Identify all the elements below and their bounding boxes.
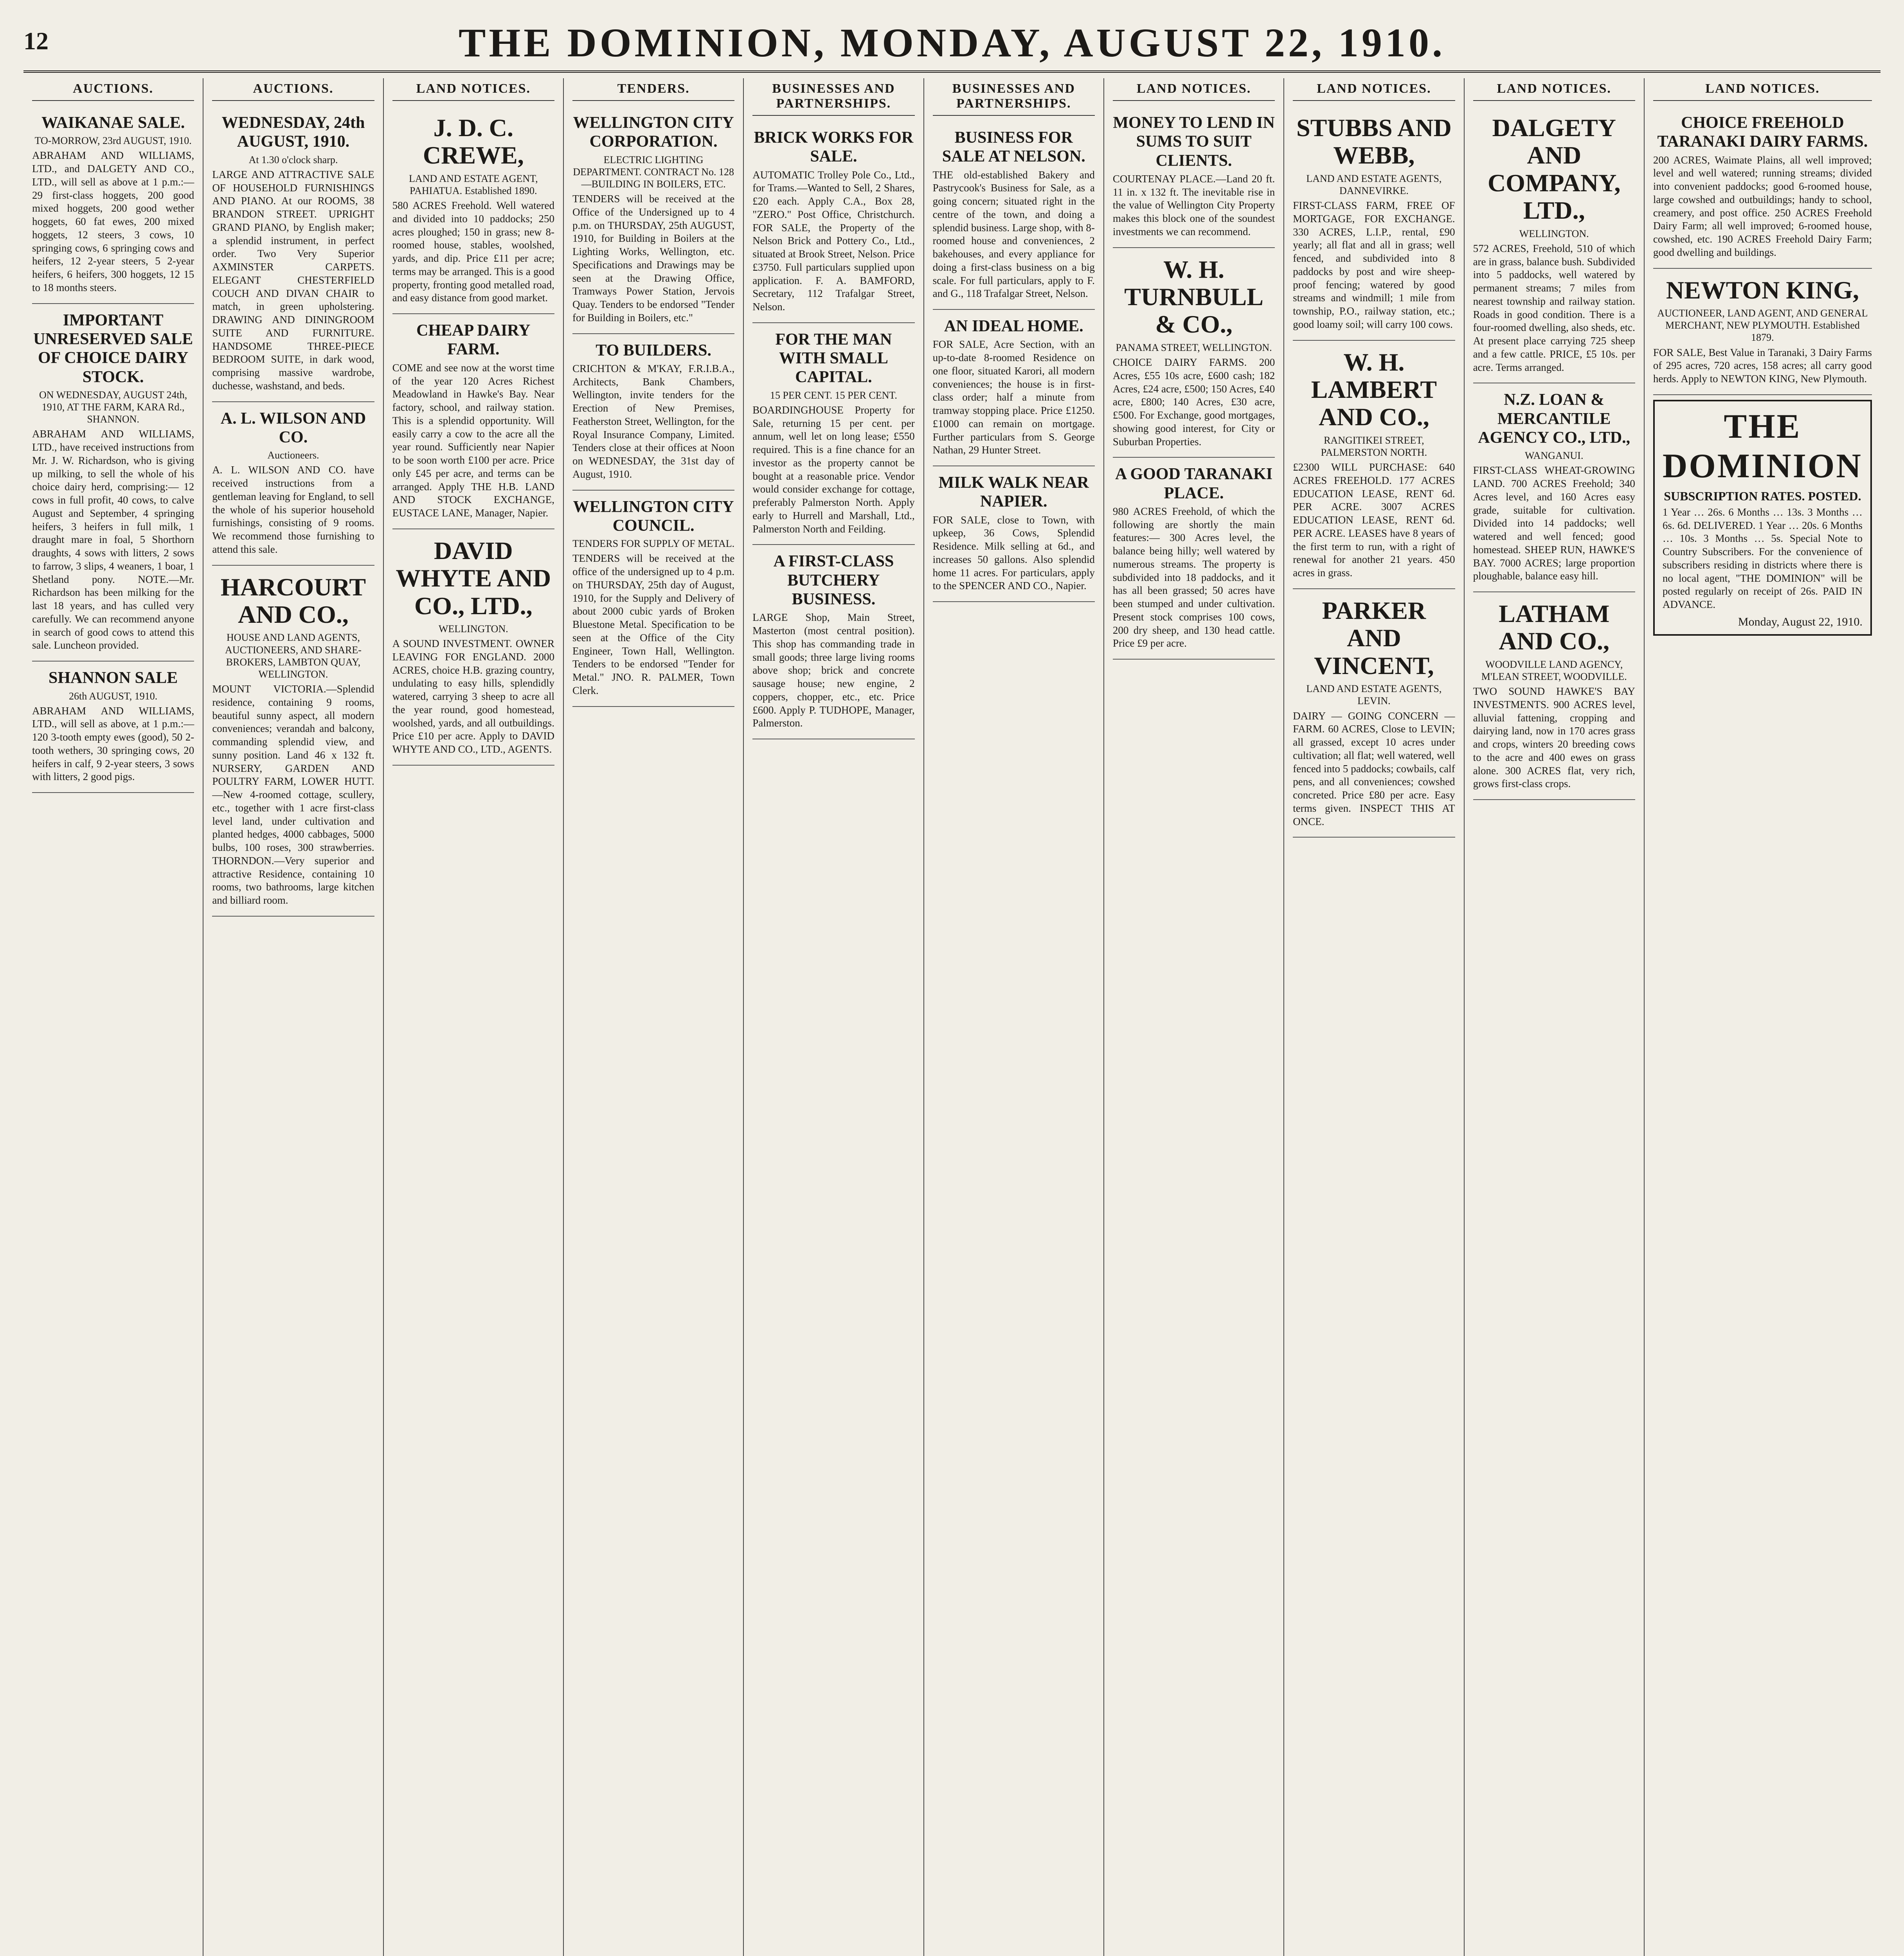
advertisement	[1293, 106, 1455, 341]
ad-body: A SOUND INVESTMENT. OWNER LEAVING FOR ENGLAND. 2000 ACRES, choice H.B. grazing country, undulating to easy hills, splendidly watered, carrying 3 sheep to acre all the year round, good homestead, woolshed, yards, and all outbuildings. Price £10 per acre. Apply to DAVID WHYTE AND CO., LTD., AGENTS.	[392, 638, 554, 755]
ad-body: FIRST-CLASS FARM, FREE OF MORTGAGE, FOR EXCHANGE. 330 ACRES, L.I.P., rental, £90 yearly; all flat and all in grass; well fenced, and subdivided into 8 paddocks by post and wire sheep-proof fencing; watered by good streams and windmill; 1 mile from township, P.O., railway station, etc.; good loamy soil; will carry 100 cows.	[1293, 200, 1455, 330]
advertisement	[1653, 106, 1872, 269]
ad-heading: N.Z. LOAN & MERCANTILE AGENCY CO., LTD.,	[1478, 391, 1630, 447]
ad-subheading: At 1.30 o'clock sharp.	[248, 154, 338, 165]
column-heading: BUSINESSES AND PARTNERSHIPS.	[933, 78, 1095, 116]
ad-subheading: HOUSE AND LAND AGENTS, AUCTIONEERS, AND SHARE-BROKERS, LAMBTON QUAY, WELLINGTON.	[225, 632, 362, 680]
ad-subheading: ON WEDNESDAY, AUGUST 24th, 1910, AT THE FARM, KARA Rd., SHANNON.	[39, 389, 187, 425]
ad-heading: FOR THE MAN WITH SMALL CAPITAL.	[775, 330, 892, 387]
ad-body: LARGE AND ATTRACTIVE SALE OF HOUSEHOLD FURNISHINGS AND PIANO. At our ROOMS, 38 BRANDON STREET. UPRIGHT GRAND PIANO, by English maker; a splendid instrument, in perfect order. Two Very Superior AXMINSTER CARPETS. ELEGANT CHESTERFIELD COUCH AND DIVAN CHAIR to match, in green upholstering. DRAWING AND DININGROOM SUITE AND FURNITURE. HANDSOME THREE-PIECE BEDROOM SUITE, in dark wood, comprising massive wardrobe, duchesse, washstand, and beds.	[212, 168, 374, 392]
ad-heading: CHOICE FREEHOLD TARANAKI DAIRY FARMS.	[1657, 114, 1868, 151]
ad-body: ABRAHAM AND WILLIAMS, LTD., and DALGETY AND CO., LTD., will sell as above at 1 p.m.:— 29 first-class hoggets, 200 good mixed hoggets, 200 good wether hoggets, 60 fat ewes, 200 mixed hoggets, 12 steers, 3 cows, 10 springing cows, 6 springing cows and heifers, 12 2-year steers, 5 2-year heifers, 6 heifers, 300 hoggets, 12 15 to 18 months steers.	[32, 149, 194, 293]
column-1	[23, 78, 203, 1956]
ad-subheading: RANGITIKEI STREET, PALMERSTON NORTH.	[1321, 434, 1427, 458]
advertisement	[572, 334, 734, 491]
advertisement	[32, 662, 194, 793]
advertisement	[1473, 106, 1635, 383]
advertisement	[933, 310, 1095, 466]
ad-heading: BRICK WORKS FOR SALE.	[754, 129, 914, 166]
advertisement	[1653, 269, 1872, 395]
advertisement	[1293, 589, 1455, 838]
subscription-title: THE DOMINION	[1662, 407, 1863, 485]
column-2	[203, 78, 383, 1956]
ad-heading: WEDNESDAY, 24th AUGUST, 1910.	[221, 114, 365, 151]
column-4	[564, 78, 744, 1956]
ad-heading: HARCOURT AND CO.,	[220, 573, 366, 628]
ad-heading: A. L. WILSON AND CO.	[220, 409, 366, 446]
ad-body: BOARDINGHOUSE Property for Sale, returning 15 per cent. per annum, well let on long lease; £550 required. This is a fine chance for an investor as the property cannot be bought at a reasonable price. Vendor would consider exchange for cottage, preferably Palmerston North. Apply early to Hurrell and Marshall, Ltd., Palmerston North and Feilding.	[752, 404, 915, 535]
ad-body: FOR SALE, Acre Section, with an up-to-date 8-roomed Residence on one floor, situated Karori, all modern conveniences; the house is in first-class order; half a minute from tramway stopping place. Price £1250. £1000 can remain on mortgage. Further particulars from S. George Nathan, 29 Hunter Street.	[932, 338, 1095, 456]
column-heading: LAND NOTICES.	[1653, 78, 1872, 101]
column-9	[1465, 78, 1645, 1956]
ad-subheading: PANAMA STREET, WELLINGTON.	[1116, 342, 1272, 353]
ad-body: 980 ACRES Freehold, of which the following are shortly the main features:— 300 Acres level, the balance being hilly; well watered by numerous streams. The property is subdivided into 18 paddocks, and it has all been grassed; 50 acres have been stumped and under cultivation. Present stock comprises 100 cows, 200 dry sheep, and 130 head cattle. Price £9 per acre.	[1112, 505, 1275, 649]
ad-body: COURTENAY PLACE.—Land 20 ft. 11 in. x 132 ft. The inevitable rise in the value of Wellington City Property makes this block one of the soundest investments we can recommend.	[1112, 173, 1275, 237]
ad-body: TENDERS will be received at the Office of the Undersigned up to 4 p.m. on THURSDAY, 25th AUGUST, 1910, for Building in Boilers at the Lighting Works, Wellington, etc. Specifications and Drawings may be seen at the Drawing Office, Tramways Power Station, Jervois Quay. Tenders to be endorsed "Tender for Building in Boilers, etc."	[572, 193, 735, 324]
advertisement	[752, 121, 914, 323]
ad-subheading: WELLINGTON.	[438, 623, 508, 635]
column-heading: BUSINESSES AND PARTNERSHIPS.	[752, 78, 914, 116]
ad-heading: WELLINGTON CITY COUNCIL.	[573, 498, 734, 535]
ad-body: FOR SALE, close to Town, with upkeep, 36 Cows, Splendid Residence. Milk selling at 6d., and increases 50 gallons. Also splendid home 11 acres. For particulars, apply to the SPENCER AND CO., Napier.	[932, 514, 1095, 592]
advertisement	[1473, 592, 1635, 800]
ad-subheading: WELLINGTON.	[1519, 228, 1589, 239]
ad-heading: LATHAM AND CO.,	[1499, 600, 1610, 655]
column-heading: LAND NOTICES.	[392, 78, 554, 101]
ad-body: TWO SOUND HAWKE'S BAY INVESTMENTS. 900 ACRES level, alluvial fattening, cropping and dairying land, now in 170 acres grass and crops, winters 20 breeding cows to the acre and 400 ewes on grass alone. 300 ACRES flat, very rich, grows first-class crops.	[1473, 685, 1635, 790]
ad-subheading: TO-MORROW, 23rd AUGUST, 1910.	[34, 135, 192, 147]
advertisement	[752, 545, 914, 739]
ad-body: ABRAHAM AND WILLIAMS, LTD., will sell as above, at 1 p.m.:— 120 3-tooth empty ewes (good), 50 2-tooth wethers, 30 springing cows, 20 heifers in calf, 9 2-year steers, 3 sows with litters, 2 good pigs.	[32, 705, 194, 783]
ad-subheading: 26th AUGUST, 1910.	[69, 690, 158, 702]
ad-heading: AN IDEAL HOME.	[944, 317, 1083, 336]
ad-body: £2300 WILL PURCHASE: 640 ACRES FREEHOLD. 177 ACRES EDUCATION LEASE, RENT 6d. PER ACRE. 3007 ACRES EDUCATION LEASE, RENT 6d. PER ACRE. LEASES have 8 years of the first term to run, with a right of renewal for another 21 years. 450 acres in grass.	[1293, 461, 1455, 579]
ad-body: LARGE Shop, Main Street, Masterton (most central position). This shop has commanding trade in small goods; three large living rooms above shop; brick and concrete sausage house; new engine, 2 coppers, chopper, etc., etc. Price £600. Apply P. TUDHOPE, Manager, Palmerston.	[752, 611, 915, 729]
ad-body: FIRST-CLASS WHEAT-GROWING LAND. 700 ACRES Freehold; 340 Acres level, and 160 Acres easy grade, suitable for cultivation. Divided into 14 paddocks; well watered and well fenced; good homestead. SHEEP RUN, HAWKE'S BAY. 7000 ACRES; large proportion ploughable, balance easy hill.	[1473, 464, 1635, 582]
ad-body: CHOICE DAIRY FARMS. 200 Acres, £55 10s acre, £600 cash; 182 Acres, £24 acre, £500; 150 Acres, £40 acre, £800; 140 Acres, £30 acre, £500. For Exchange, good mortgages, showing good interest, for City or Suburban Properties.	[1112, 356, 1275, 448]
ad-body: ABRAHAM AND WILLIAMS, LTD., have received instructions from Mr. J. W. Richardson, who is giving up milking, to sell the whole of his choice dairy herd, comprising:— 12 cows in full profit, 40 cows, to calve August and September, 4 springing heifers, 3 heifers in full milk, 1 draught mare in foal, 5 Shorthorn draughts, 4 sows with litters, 2 sows to farrow, 3 slips, 4 weaners, 1 boar, 1 Shetland pony. NOTE.—Mr. Richardson has been milking for the last 18 years, and has culled very carefully. We can recommend anyone in search of good cows to attend this sale. Luncheon provided.	[32, 428, 194, 651]
column-7	[1104, 78, 1284, 1956]
advertisement	[212, 106, 374, 402]
ad-heading: DALGETY AND COMPANY, LTD.,	[1487, 114, 1621, 225]
column-8	[1284, 78, 1464, 1956]
page-number: 12	[23, 27, 49, 55]
ad-heading: TO BUILDERS.	[596, 341, 711, 360]
ad-heading: WAIKANAE SALE.	[41, 114, 185, 132]
advertisement	[752, 323, 914, 545]
newspaper-title: THE DOMINION, MONDAY, AUGUST 22, 1910.	[458, 20, 1446, 65]
newspaper-columns	[23, 78, 1881, 1956]
advertisement	[1113, 106, 1275, 248]
advertisement	[572, 491, 734, 707]
ad-subheading: LAND AND ESTATE AGENTS, LEVIN.	[1306, 683, 1442, 707]
masthead	[23, 12, 1881, 73]
ad-body: THE old-established Bakery and Pastrycook's Business for Sale, as a going concern; situated right in the centre of the town, and doing a splendid business. Large shop, with 8-roomed house and conveniences, 2 bakehouses, and every appliance for doing a first-class business on a big scale. For full particulars, apply to F. and G., 118 Trafalgar Street, Nelson.	[932, 169, 1095, 300]
advertisement	[392, 106, 554, 314]
subscription-body: 1 Year … 26s. 6 Months … 13s. 3 Months … 6s. 6d. DELIVERED. 1 Year … 20s. 6 Months … 10s. 3 Months … 5s. Special Note to Country Subscribers. For the convenience of subscribers residing in districts where there is no local agent, "THE DOMINION" will be posted regularly on receipt of 26s. PAID IN ADVANCE.	[1662, 506, 1863, 611]
ad-subheading: TENDERS FOR SUPPLY OF METAL.	[572, 538, 735, 550]
ad-heading: W. H. LAMBERT AND CO.,	[1311, 348, 1437, 431]
ad-heading: BUSINESS FOR SALE AT NELSON.	[942, 129, 1085, 166]
ad-body: DAIRY — GOING CONCERN — FARM. 60 ACRES, Close to LEVIN; all grassed, except 10 acres under cultivation; all flat; well watered, well fenced into 5 paddocks; cowbails, calf pens, and all conveniences; cowshed concreted. Price £80 per acre. Easy terms given. INSPECT THIS AT ONCE.	[1293, 710, 1455, 827]
ad-heading: MONEY TO LEND IN SUMS TO SUIT CLIENTS.	[1113, 114, 1275, 170]
ad-heading: J. D. C. CREWE,	[423, 114, 524, 169]
ad-subheading: AUCTIONEER, LAND AGENT, AND GENERAL MERCHANT, NEW PLYMOUTH. Established 1879.	[1657, 307, 1868, 343]
advertisement	[1113, 458, 1275, 660]
advertisement	[572, 106, 734, 334]
ad-body: AUTOMATIC Trolley Pole Co., Ltd., for Trams.—Wanted to Sell, 2 Shares, £20 each. Apply C.A., Box 28, "ZERO." Post Office, Christchurch. FOR SALE, the Property of the Nelson Brick and Pottery Co., Ltd., situated at Brook Street, Nelson. Price £3750. Full particulars supplied upon application. F. A. BAMFORD, Secretary, 112 Trafalgar Street, Nelson.	[752, 169, 915, 313]
ad-subheading: LAND AND ESTATE AGENT, PAHIATUA. Established 1890.	[409, 173, 538, 196]
ad-heading: PARKER AND VINCENT,	[1314, 596, 1434, 680]
ad-subheading: LAND AND ESTATE AGENTS, DANNEVIRKE.	[1306, 173, 1442, 196]
imprint-date: Monday, August 22, 1910.	[1738, 615, 1863, 628]
advertisement	[392, 314, 554, 529]
advertisement	[212, 402, 374, 566]
ad-heading: DAVID WHYTE AND CO., LTD.,	[396, 536, 551, 620]
advertisement	[1113, 248, 1275, 458]
ad-heading: WELLINGTON CITY CORPORATION.	[573, 114, 734, 151]
column-heading: LAND NOTICES.	[1293, 78, 1455, 101]
advertisement	[392, 529, 554, 766]
column-heading: LAND NOTICES.	[1473, 78, 1635, 101]
column-heading: AUCTIONS.	[32, 78, 194, 101]
ad-heading: IMPORTANT UNRESERVED SALE OF CHOICE DAIRY STOCK.	[33, 311, 193, 386]
advertisement	[1293, 341, 1455, 589]
column-heading: TENDERS.	[572, 78, 734, 101]
ad-body: TENDERS will be received at the office of the undersigned up to 4 p.m. on THURSDAY, 25th day of August, 1910, for the Supply and Delivery of about 2000 cubic yards of Broken Bluestone Metal. Specification to be seen at the Office of the City Engineer, Town Hall, Wellington. Tenders to be endorsed "Tender for Metal." JNO. R. PALMER, Town Clerk.	[572, 552, 735, 696]
ad-body: 580 ACRES Freehold. Well watered and divided into 10 paddocks; 250 acres ploughed; 150 in grass; new 8-roomed house, stables, woolshed, yards, and dip. Price £11 per acre; terms may be arranged. This is a good property, fronting good metalled road, and easy distance from good market.	[392, 200, 554, 304]
column-6	[924, 78, 1104, 1956]
subscription-box	[1653, 400, 1872, 636]
ad-subheading: WOODVILLE LAND AGENCY, M'LEAN STREET, WOODVILLE.	[1481, 658, 1627, 683]
ad-subheading: Auctioneers.	[267, 449, 319, 461]
ad-heading: MILK WALK NEAR NAPIER.	[938, 474, 1089, 511]
ad-heading: W. H. TURNBULL & CO.,	[1124, 255, 1263, 338]
column-heading: LAND NOTICES.	[1113, 78, 1275, 101]
ad-body: MOUNT VICTORIA.—Splendid residence, containing 9 rooms, beautiful sunny aspect, all modern conveniences; verandah and balcony, commanding splendid view, and sunny position. Land 46 x 132 ft. NURSERY, GARDEN AND POULTRY FARM, LOWER HUTT.—New 4-roomed cottage, scullery, etc., together with 1 acre first-class level land, under cultivation and planted hedges, 4000 cabbages, 5000 bulbs, 100 roses, 300 strawberries. THORNDON.—Very superior and attractive Residence, containing 10 rooms, two bathrooms, large kitchen and billiard room.	[212, 683, 374, 906]
ad-heading: NEWTON KING,	[1666, 276, 1859, 304]
ad-body: A. L. WILSON AND CO. have received instructions from a gentleman leaving for England, to sell the whole of his superior household furnishings, consisting of 9 rooms. We recommend those furnishing to attend this sale.	[212, 464, 374, 555]
ad-heading: SHANNON SALE	[49, 669, 178, 687]
column-3	[384, 78, 564, 1956]
ad-heading: STUBBS AND WEBB,	[1296, 114, 1452, 169]
ad-heading: A FIRST-CLASS BUTCHERY BUSINESS.	[773, 552, 894, 609]
ad-body: 572 ACRES, Freehold, 510 of which are in grass, balance bush. Subdivided into 5 paddocks, well watered by permanent streams; 7 miles from nearest township and railway station. Roads in good condition. There is a four-roomed dwelling, also sheds, etc. At present place carrying 725 sheep and a few cattle. PRICE, £5 10s. per acre. Terms arranged.	[1473, 242, 1635, 373]
ad-body: COME and see now at the worst time of the year 120 Acres Richest Meadowland in Hawke's Bay. Near factory, school, and railway station. This is a splendid opportunity. Will easily carry a cow to the acre all the year round. Sufficiently near Napier to be soon worth £100 per acre. Price only £45 per acre, and terms can be arranged. Apply THE H.B. LAND AND STOCK EXCHANGE, EUSTACE LANE, Manager, Napier.	[392, 361, 554, 519]
ad-subheading: ELECTRIC LIGHTING DEPARTMENT. CONTRACT No. 128—BUILDING IN BOILERS, ETC.	[573, 154, 734, 190]
ad-body: 200 ACRES, Waimate Plains, all well improved; level and well watered; running streams; divided into convenient paddocks; good 6-roomed house, large cowshed and outbuildings; handy to school, creamery, and post office. 250 ACRES Freehold Dairy Farm; all well improved; 6-roomed house, cowshed, etc. 190 ACRES Freehold Dairy Farm; good dwelling and buildings.	[1653, 154, 1872, 258]
advertisement	[32, 106, 194, 304]
ad-body: FOR SALE, Best Value in Taranaki, 3 Dairy Farms of 295 acres, 720 acres, 158 acres; all carry good herds. Apply to NEWTON KING, New Plymouth.	[1653, 346, 1872, 385]
column-10	[1645, 78, 1881, 1956]
column-heading: AUCTIONS.	[212, 78, 374, 101]
ad-heading: CHEAP DAIRY FARM.	[416, 322, 531, 359]
advertisement	[212, 566, 374, 917]
column-5	[744, 78, 924, 1956]
ad-heading: A GOOD TARANAKI PLACE.	[1115, 465, 1273, 502]
ad-subheading: WANGANUI.	[1524, 450, 1584, 462]
advertisement	[32, 304, 194, 662]
ad-body: CRICHTON & M'KAY, F.R.I.B.A., Architects, Bank Chambers, Wellington, invite tenders for the Erection of New Premises, Featherston Street, Wellington, for the Royal Insurance Company, Limited. Tenders close at their offices at Noon on WEDNESDAY, the 31st day of August, 1910.	[572, 362, 735, 480]
ad-subheading: 15 PER CENT. 15 PER CENT.	[770, 389, 897, 401]
advertisement	[933, 121, 1095, 310]
advertisement	[1473, 383, 1635, 592]
subscription-subheading: SUBSCRIPTION RATES. POSTED.	[1664, 489, 1861, 503]
advertisement	[933, 466, 1095, 602]
